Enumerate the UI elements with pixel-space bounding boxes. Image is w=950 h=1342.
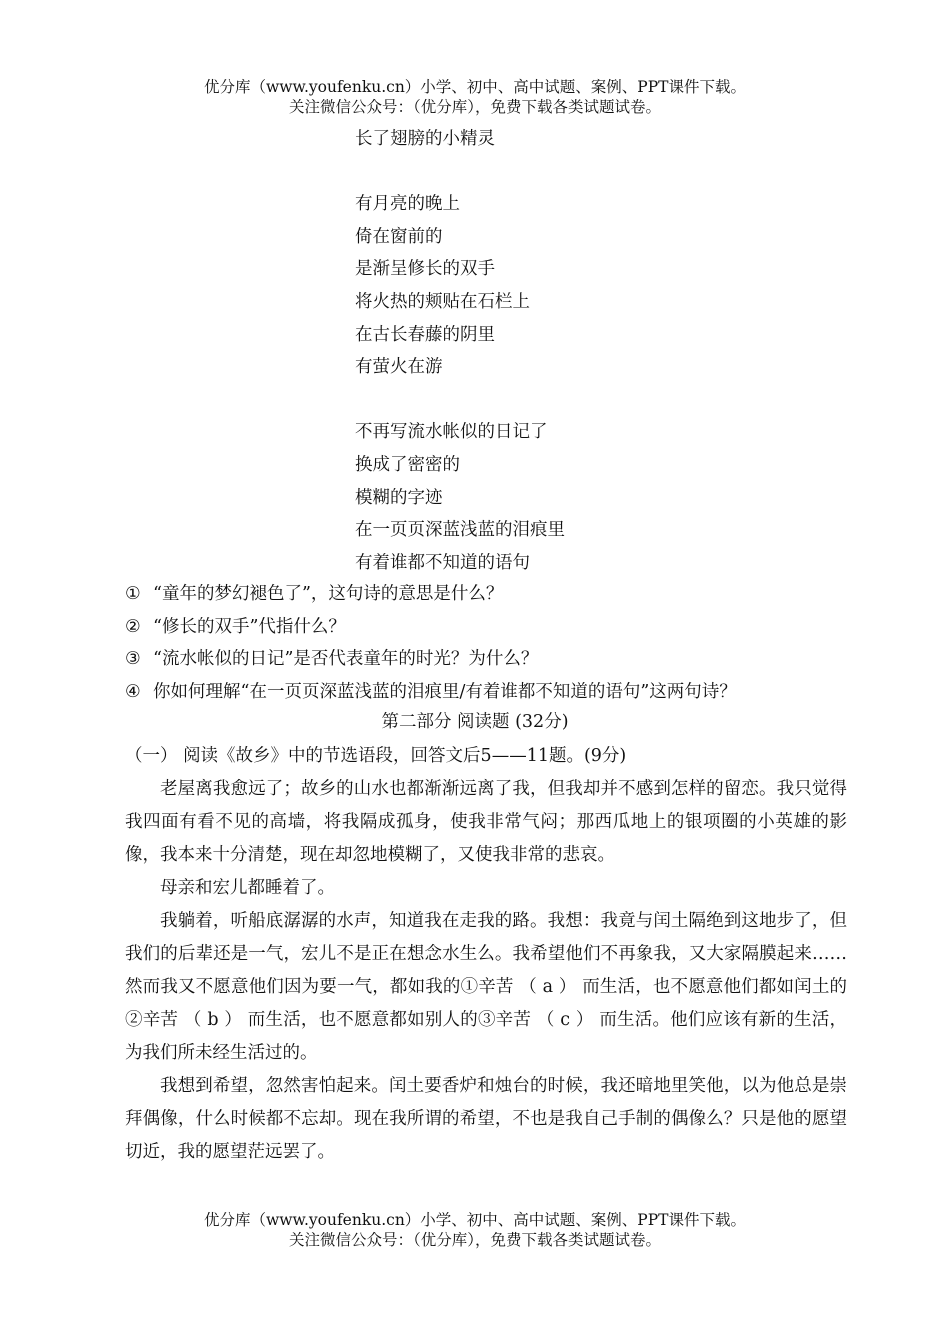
question-number: ② bbox=[125, 616, 141, 637]
page-header bbox=[0, 77, 950, 117]
poem-line: 将火热的颊贴在石栏上 bbox=[355, 291, 530, 312]
reading-passage bbox=[125, 773, 847, 1169]
poem-line: 模糊的字迹 bbox=[355, 487, 443, 508]
poem-line: 有月亮的晚上 bbox=[355, 194, 460, 215]
reading-subheading: （一） 阅读《故乡》中的节选语段，回答文后5——11题。(9分) bbox=[125, 746, 627, 766]
question-item bbox=[125, 643, 845, 676]
poem-line: 换成了密密的 bbox=[355, 454, 460, 475]
header-line-2: 关注微信公众号：（优分库），免费下载各类试题试卷。 bbox=[288, 98, 661, 116]
question-number: ④ bbox=[125, 681, 141, 702]
question-item bbox=[125, 611, 845, 644]
question-text: “修长的双手”代指什么？ bbox=[153, 616, 346, 637]
question-list bbox=[125, 578, 845, 708]
passage-paragraph: 我想到希望，忽然害怕起来。闰土要香炉和烛台的时候，我还暗地里笑他，以为他总是崇拜偶像，什么时候都不忘却。现在我所谓的希望，不也是我自己手制的偶像么？只是他的愿望切近，我的愿望茫远罢了。 bbox=[125, 1076, 847, 1162]
passage-paragraph: 我躺着，听船底潺潺的水声，知道我在走我的路。我想：我竟与闰土隔绝到这地步了，但我们的后辈还是一气，宏儿不是正在想念水生么。我希望他们不再象我，又大家隔膜起来……然而我又不愿意他们因为要一气，都如我的①辛苦 （ a ） 而生活，也不愿意他们都如闰土的②辛苦 （ b ） 而生活，也不愿意都如别人的③辛苦 （ c ） 而生活。他们应该有新的生活，为我们所未经生活过的。 bbox=[125, 911, 847, 1063]
poem-line: 有着谁都不知道的语句 bbox=[355, 552, 530, 573]
footer-line-2: 关注微信公众号：（优分库），免费下载各类试题试卷。 bbox=[288, 1231, 661, 1249]
section-title: 第二部分 阅读题 (32分) bbox=[381, 712, 569, 732]
question-text: 你如何理解“在一页页深蓝浅蓝的泪痕里/有着谁都不知道的语句”这两句诗？ bbox=[153, 681, 737, 702]
passage-paragraph: 老屋离我愈远了；故乡的山水也都渐渐远离了我，但我却并不感到怎样的留恋。我只觉得我四面有看不见的高墙，将我隔成孤身，使我非常气闷；那西瓜地上的银项圈的小英雄的影像，我本来十分清楚，现在却忽地模糊了，又使我非常的悲哀。 bbox=[125, 779, 847, 865]
poem-line: 在一页页深蓝浅蓝的泪痕里 bbox=[355, 520, 565, 541]
poem-line: 不再写流水帐似的日记了 bbox=[355, 422, 548, 443]
question-item bbox=[125, 676, 845, 709]
stanza-gap bbox=[355, 156, 565, 189]
question-text: “童年的梦幻褪色了”，这句诗的意思是什么？ bbox=[153, 584, 504, 604]
header-line-1: 优分库（www.youfenku.cn）小学、初中、高中试题、案例、PPT课件下载。 bbox=[203, 78, 747, 96]
question-number: ① bbox=[125, 584, 141, 604]
poem bbox=[355, 123, 565, 579]
poem-line: 在古长春藤的阴里 bbox=[355, 324, 495, 345]
question-number: ③ bbox=[125, 649, 141, 669]
question-item bbox=[125, 578, 845, 611]
passage-paragraph: 母亲和宏儿都睡着了。 bbox=[160, 878, 335, 898]
stanza-gap bbox=[355, 384, 565, 417]
footer-line-1: 优分库（www.youfenku.cn）小学、初中、高中试题、案例、PPT课件下载。 bbox=[203, 1211, 747, 1229]
poem-line: 长了翅膀的小精灵 bbox=[355, 129, 495, 149]
page-footer bbox=[0, 1210, 950, 1250]
question-text: “流水帐似的日记”是否代表童年的时光？为什么？ bbox=[153, 649, 539, 669]
poem-line: 有萤火在游 bbox=[355, 357, 443, 378]
poem-line: 倚在窗前的 bbox=[355, 226, 443, 247]
poem-line: 是渐呈修长的双手 bbox=[355, 259, 495, 280]
